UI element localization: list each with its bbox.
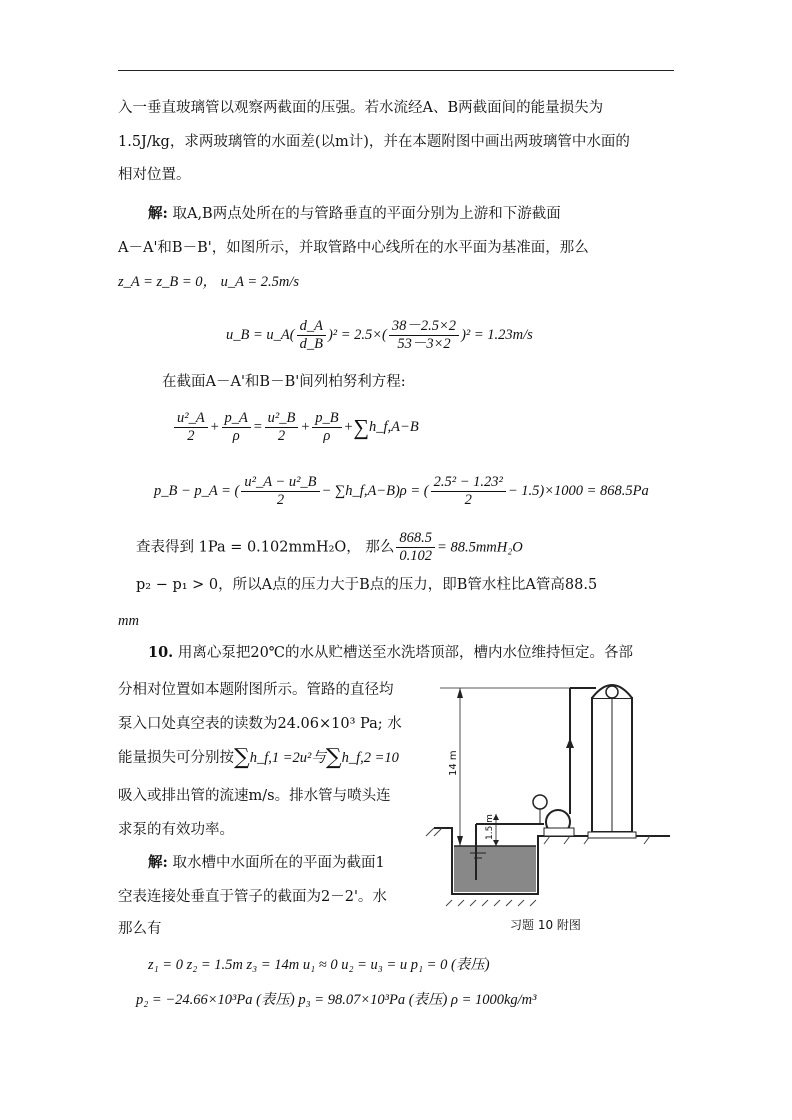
fraction	[174, 410, 208, 445]
numerator: 2.5² − 1.23²	[431, 474, 506, 492]
text-line: 在截面A－A'和B－B'间列柏努利方程:	[162, 374, 406, 390]
fraction	[431, 474, 506, 509]
table-lookup-line	[136, 530, 523, 565]
solution-text: 取A,B两点处所在的与管路垂直的平面分别为上游和下游截面	[172, 206, 561, 222]
numerator: p_A	[222, 410, 251, 428]
denominator: 2	[277, 428, 286, 444]
numerator: 38－2.5×2	[389, 318, 459, 336]
text-line: 空表连接处垂直于管子的截面为2－2'。水	[118, 889, 387, 905]
solution-label: 解:	[148, 854, 168, 871]
fraction	[222, 410, 251, 445]
eq-part: )² = 2.5×(	[327, 326, 387, 343]
eq-part: 能量损失可分别按	[118, 750, 234, 766]
equation-bernoulli: $\frac{\text{u²\_A}}{2}$ + $\frac{p\_A}{\rho}$ = $\frac{\text{u²\_B}}{2}$ + $\frac{p\_B}{\rho}$ +∑h_f,A−B	[172, 410, 419, 445]
eq-part: = 88.5mmH₂O	[437, 539, 523, 556]
problem-number: 10.	[148, 644, 174, 661]
fraction	[297, 318, 326, 353]
eq-part: h_f,1 =2u²与	[249, 750, 326, 766]
denominator: 0.102	[399, 548, 433, 564]
denominator: 53－3×2	[397, 336, 451, 352]
text-line: 求泵的有效功率。	[118, 822, 234, 838]
text-line: p₂ − p₁ > 0，所以A点的压力大于B点的压力，即B管水柱比A管高88.5	[136, 577, 598, 593]
fraction	[312, 410, 341, 445]
text-line: 泵入口处真空表的读数为24.06×10³ Pa; 水	[118, 716, 402, 732]
problem-text: 用离心泵把20℃的水从贮槽送至水洗塔顶部，槽内水位维持恒定。各部	[177, 645, 634, 661]
text-line: mm	[118, 613, 139, 629]
denominator: 2	[276, 492, 285, 508]
numerator: 868.5	[396, 530, 435, 548]
fraction	[396, 530, 435, 565]
dimension-1-5m: 1.5 m	[485, 814, 495, 840]
eq-part: h_f,A−B	[369, 418, 419, 435]
numerator: u²_A − u²_B	[241, 474, 319, 492]
text-line: 那么有	[118, 921, 162, 937]
denominator: ρ	[323, 428, 331, 444]
equation: z₁ = 0 z₂ = 1.5m z₃ = 14m u₁ ≈ 0 u₂ = u₃ = u p₁ = 0 (表压)	[148, 957, 490, 973]
equation: p₂ = −24.66×10³Pa (表压) p₃ = 98.07×10³Pa (表压) ρ = 1000kg/m³	[136, 992, 537, 1008]
problem-line	[148, 643, 633, 663]
dimension-14m: 14 m	[448, 750, 459, 776]
equation-ub	[226, 318, 533, 353]
eq-part: h_f,2 =10	[341, 750, 399, 766]
energy-loss-line	[118, 745, 399, 770]
text-line: A－A'和B－B'，如图所示，并取管路中心线所在的水平面为基准面，那么	[118, 240, 589, 256]
figure-caption: 习题 10 附图	[510, 918, 581, 932]
denominator: 2	[187, 428, 195, 444]
fraction	[389, 318, 459, 353]
sum-symbol: ∑	[325, 745, 342, 770]
header-rule	[118, 70, 674, 71]
solution-label: 解:	[148, 205, 168, 222]
numerator: u²_B	[265, 410, 299, 428]
denominator: ρ	[232, 428, 240, 444]
eq-part: u_B = u_A(	[226, 326, 295, 343]
text-line: 相对位置。	[118, 167, 191, 183]
eq-part: )² = 1.23m/s	[461, 326, 533, 343]
solution-line	[148, 853, 385, 873]
pump-system-diagram	[420, 668, 678, 940]
text-line: 吸入或排出管的流速m/s。排水管与喷头连	[118, 788, 391, 804]
solution-line	[148, 204, 561, 224]
sum-symbol: ∑	[353, 414, 370, 440]
fraction	[265, 410, 299, 445]
numerator: u²_A	[174, 410, 208, 428]
eq-part: − 1.5)×1000 = 868.5Pa	[507, 482, 649, 499]
eq-part: p_B − p_A = (	[154, 482, 240, 499]
sum-symbol: ∑	[234, 745, 250, 770]
denominator: 2	[464, 492, 472, 508]
equation-pressure	[154, 474, 649, 509]
fraction	[241, 474, 319, 509]
numerator: p_B	[312, 410, 341, 428]
solution-text: 取水槽中水面所在的平面为截面1	[172, 855, 385, 871]
eq-part: − ∑h_f,A−B)ρ = (	[321, 482, 429, 499]
equation: z_A = z_B = 0， u_A = 2.5m/s	[118, 274, 300, 290]
text-line: 入一垂直玻璃管以观察两截面的压强。若水流经A、B两截面间的能量损失为	[118, 100, 604, 116]
text-line: 1.5J/kg，求两玻璃管的水面差(以m计)，并在本题附图中画出两玻璃管中水面的	[118, 134, 630, 150]
denominator: d_B	[299, 336, 323, 352]
eq-part: 查表得到 1Pa = 0.102mmH₂O， 那么	[136, 539, 395, 556]
text-line: 分相对位置如本题附图所示。管路的直径均	[118, 682, 394, 698]
numerator: d_A	[297, 318, 326, 336]
